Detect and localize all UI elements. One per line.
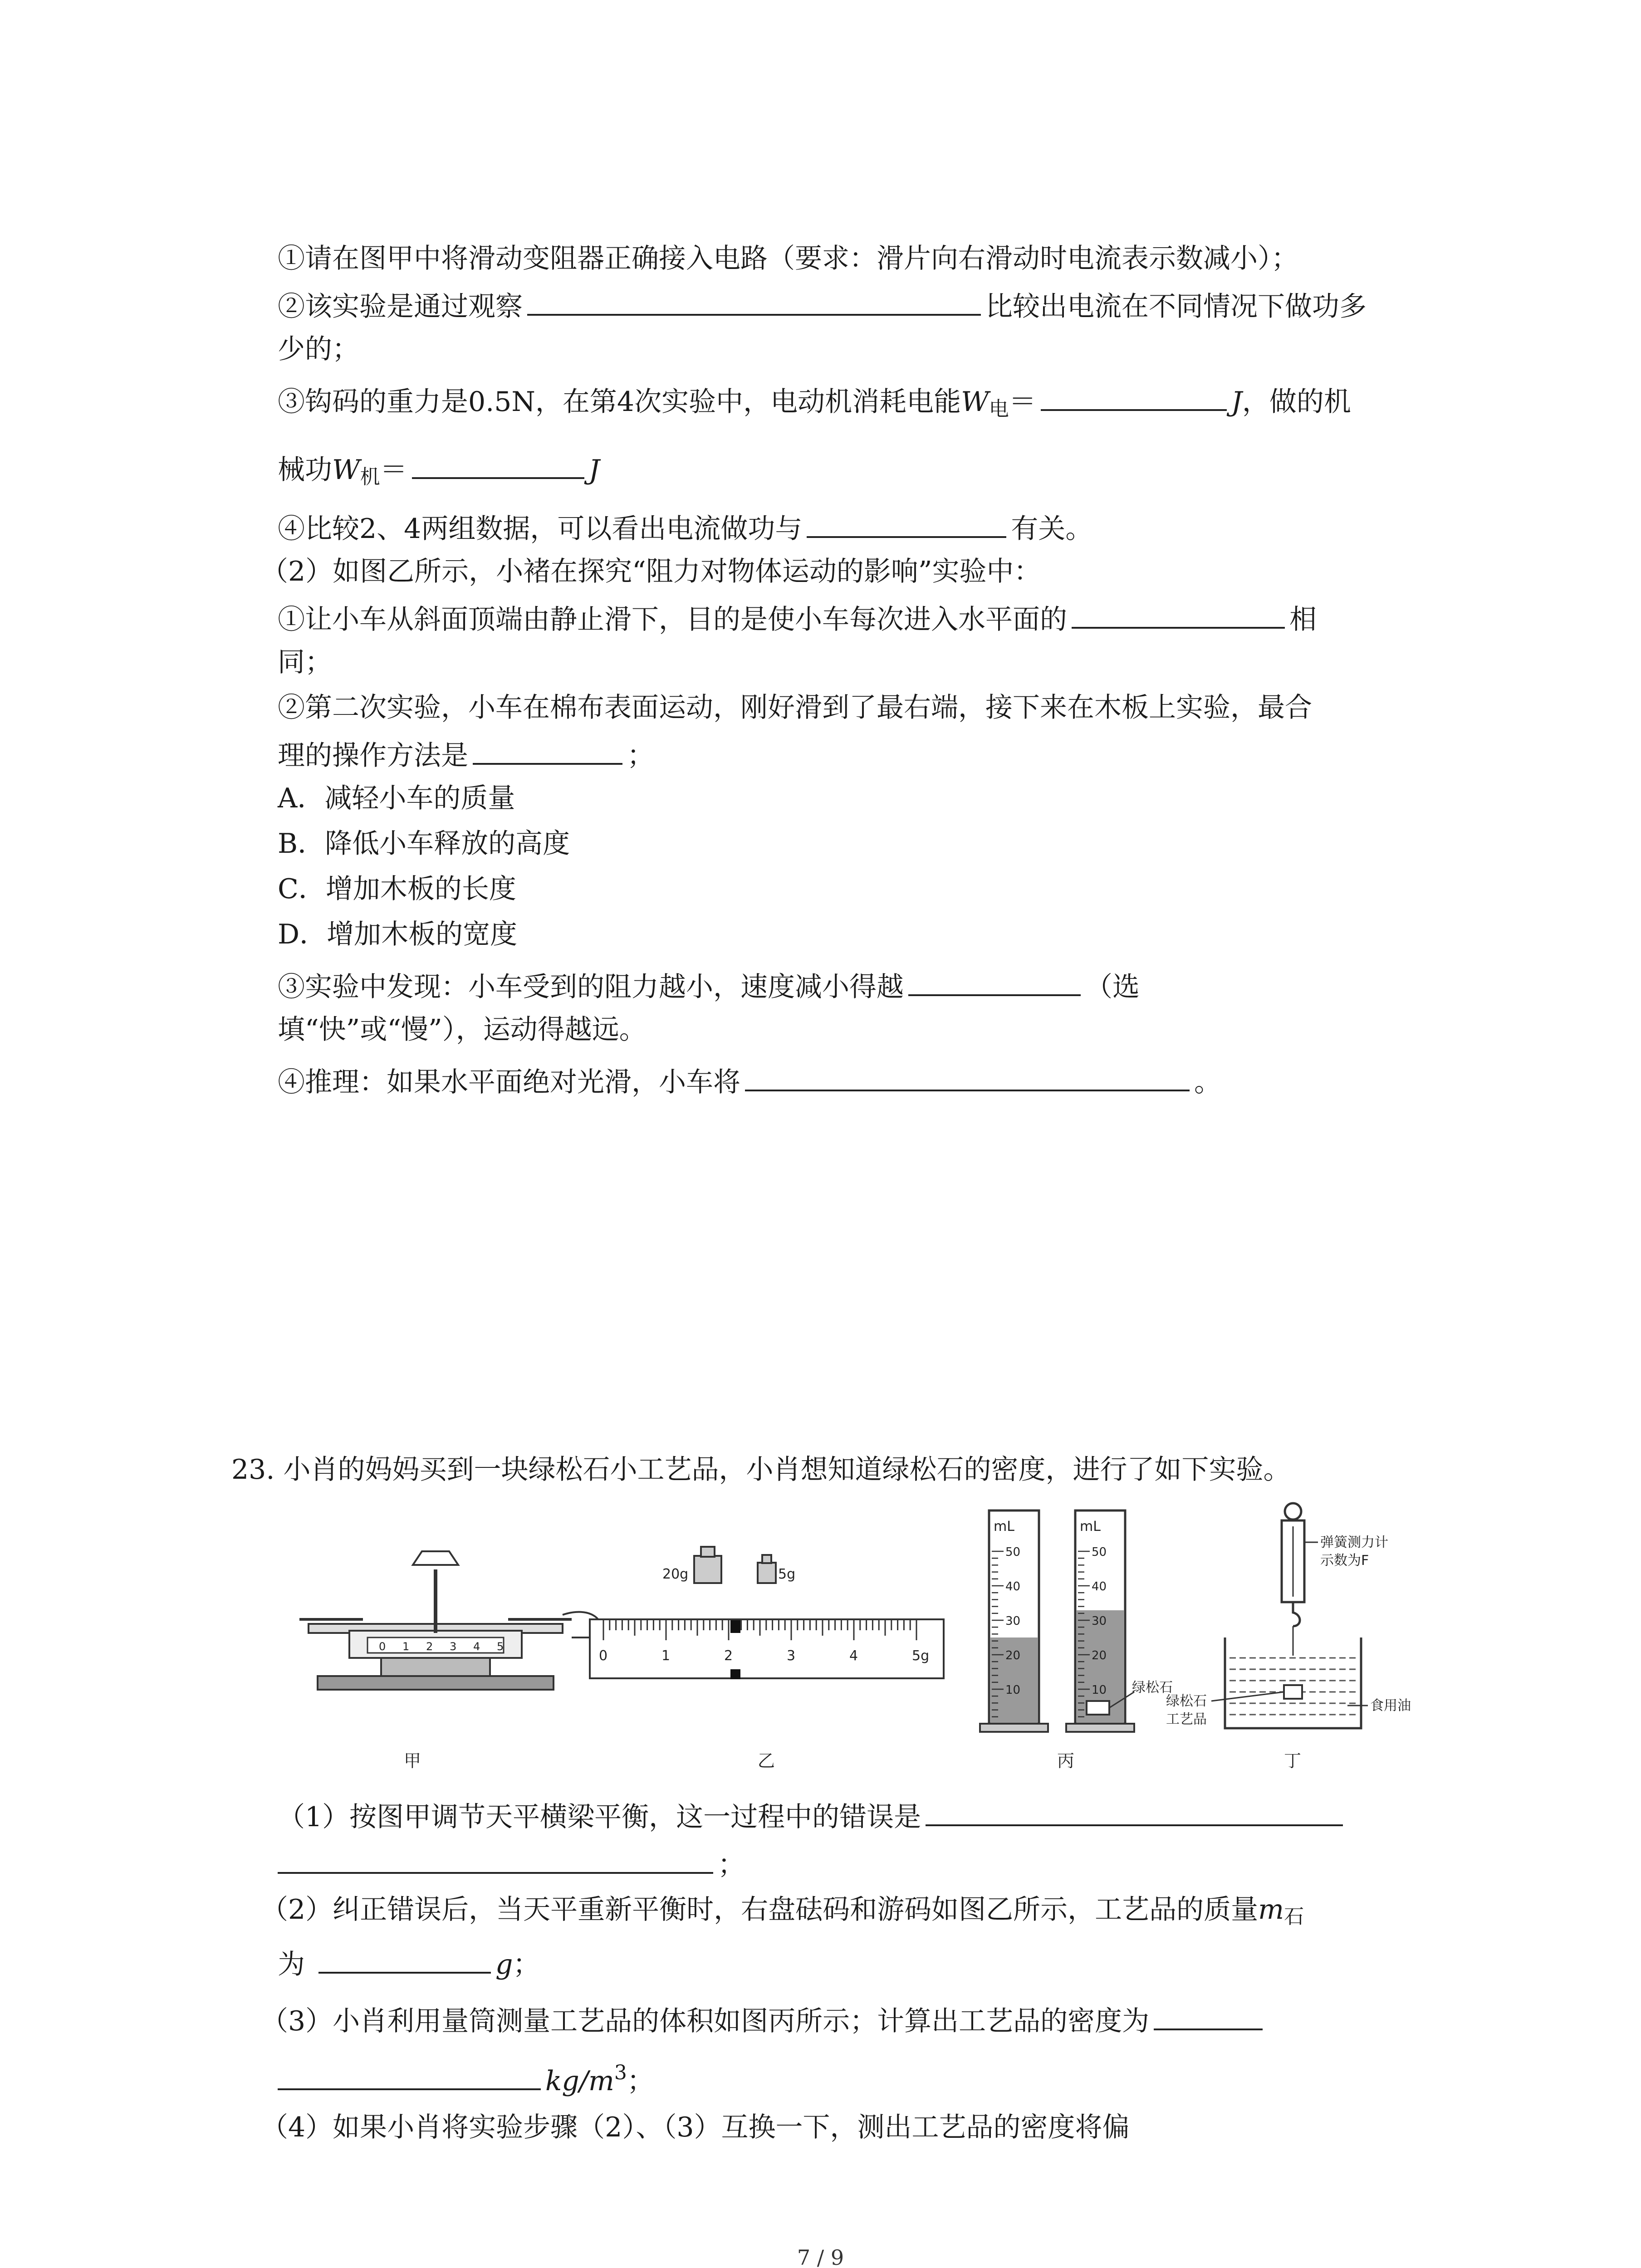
q23-part3-text: （3）小肖利用量筒测量工艺品的体积如图丙所示；计算出工艺品的密度为: [261, 2005, 1150, 2037]
ruler-tick-label: 1: [661, 1648, 671, 1664]
cylinder-tick-label: 50: [1005, 1545, 1021, 1559]
answer-blank[interactable]: [1154, 2000, 1263, 2030]
cylinder-tick-label: 20: [1092, 1649, 1107, 1662]
equals-sign: ＝: [380, 454, 407, 486]
cyl1-unit: mL: [994, 1519, 1014, 1535]
balance-tick-label: 5: [497, 1640, 504, 1653]
cylinder-tick-label: 30: [1005, 1614, 1021, 1628]
q23-part3-end: ；: [627, 2065, 654, 2097]
q22-part2-intro: （2）如图乙所示，小褚在探究“阻力对物体运动的影响”实验中：: [261, 556, 1041, 587]
cylinder-tick-label: 30: [1092, 1614, 1107, 1628]
q22-step3-cont: [278, 449, 600, 495]
answer-blank[interactable]: [278, 1844, 713, 1874]
q22-step3-text-b: ，做的机: [1242, 386, 1351, 418]
craft-label-2: 工艺品: [1166, 1711, 1207, 1727]
balance-diagram: [299, 1551, 601, 1771]
q22-part2-step2-text-b: ；: [627, 740, 654, 772]
q22-part2-step1-text-a: ①让小车从斜面顶端由静止滑下，目的是使小车每次进入水平面的: [278, 604, 1067, 635]
cylinder-tick-label: 10: [1092, 1683, 1107, 1697]
ruler-tick-label: 2: [724, 1648, 733, 1664]
q22-part2-step4-text-b: 。: [1194, 1066, 1221, 1098]
q22-part2-step3-text-b: （选: [1085, 971, 1140, 1003]
answer-blank[interactable]: [926, 1796, 1343, 1826]
answer-blank[interactable]: [1072, 599, 1285, 629]
answer-blank[interactable]: [908, 966, 1081, 996]
cylinder-tick-label: 40: [1005, 1580, 1021, 1593]
q22-part2-step3-cont: 填“快”或“慢”），运动得越远。: [278, 1014, 647, 1046]
q23-part3: [261, 2000, 1267, 2039]
label-bing: 丙: [1057, 1751, 1075, 1771]
unit-sup: 3: [614, 2061, 627, 2084]
option-b: B．降低小车释放的高度: [278, 828, 570, 860]
answer-blank[interactable]: [527, 286, 981, 316]
q22-step3-text-c: 械功: [278, 454, 332, 486]
symbol-w: W: [961, 386, 989, 418]
q22-step3-text-a: ③钩码的重力是0.5N，在第4次实验中，电动机消耗电能: [278, 386, 961, 418]
symbol-sub: 石: [1284, 1905, 1304, 1928]
q22-step1: ①请在图甲中将滑动变阻器正确接入电路（要求：滑片向右滑动时电流表示数减小）；: [278, 243, 1298, 274]
answer-blank[interactable]: [278, 2060, 541, 2090]
oil-label: 食用油: [1370, 1698, 1411, 1714]
balance-tick-label: 1: [402, 1640, 410, 1653]
label-ding: 丁: [1284, 1751, 1302, 1771]
symbol-sub: 机: [360, 465, 380, 489]
ruler-tick-label: 3: [787, 1648, 796, 1664]
ruler-tick-label: 4: [849, 1648, 858, 1664]
cylinder-tick-label: 40: [1092, 1580, 1107, 1593]
unit-j: J: [588, 454, 600, 486]
spring-label-1: 弹簧测力计: [1320, 1535, 1388, 1550]
q22-step2: [278, 286, 1367, 325]
cylinders-diagram: [980, 1510, 1173, 1771]
balance-tick-label: 4: [473, 1640, 480, 1653]
symbol-m: m: [1258, 1894, 1284, 1926]
weights-ruler-diagram: [590, 1547, 944, 1771]
q22-part2-step1: [278, 599, 1317, 638]
label-yi: 乙: [758, 1751, 775, 1771]
craft-label-1: 绿松石: [1166, 1693, 1207, 1709]
q22-part2-step2-cont: [278, 735, 654, 774]
q23-part2-text-b: 为: [278, 1949, 305, 1980]
symbol-w: W: [332, 454, 360, 486]
balance-tick-label: 3: [450, 1640, 457, 1653]
spring-beaker-diagram: [1166, 1503, 1411, 1771]
cyl2-unit: mL: [1080, 1519, 1101, 1535]
cylinder-tick-label: 20: [1005, 1649, 1021, 1662]
q22-part2-step1-cont: 同；: [278, 646, 332, 678]
q23-part1-end: ；: [718, 1849, 745, 1881]
unit-g: g: [495, 1949, 513, 1980]
q22-step2-cont: 少的；: [278, 333, 359, 365]
answer-blank[interactable]: [1041, 381, 1227, 411]
q23-part4: （4）如果小肖将实验步骤（2）、（3）互换一下，测出工艺品的密度将偏: [261, 2112, 1130, 2143]
stone-label: 绿松石: [1132, 1680, 1173, 1696]
q22-step3: [278, 381, 1351, 427]
q22-part2-step4-text-a: ④推理：如果水平面绝对光滑，小车将: [278, 1066, 740, 1098]
q22-part2-step3: [278, 966, 1140, 1005]
unit-kg-m3: kg/m: [545, 2065, 614, 2097]
q22-part2-step2: ②第二次实验，小车在棉布表面运动，刚好滑到了最右端，接下来在木板上实验，最合: [278, 692, 1312, 723]
q23-part1-text: （1）按图甲调节天平横梁平衡，这一过程中的错误是: [278, 1801, 921, 1833]
q22-part2-step3-text-a: ③实验中发现：小车受到的阻力越小，速度减小得越: [278, 971, 904, 1003]
option-a: A．减轻小车的质量: [278, 782, 515, 814]
weight-5g: 5g: [778, 1566, 796, 1582]
q23-part2-text: （2）纠正错误后，当天平重新平衡时，右盘砝码和游码如图乙所示，工艺品的质量: [261, 1894, 1259, 1926]
option-d: D．增加木板的宽度: [278, 919, 518, 950]
q23-figure-svg: [281, 1501, 1443, 1783]
answer-blank[interactable]: [318, 1944, 491, 1974]
balance-tick-label: 2: [426, 1640, 433, 1653]
q23-title: 23. 小肖的妈妈买到一块绿松石小工艺品，小肖想知道绿松石的密度，进行了如下实验。: [231, 1454, 1291, 1486]
q23-part1-cont: [278, 1844, 745, 1883]
label-jia: 甲: [404, 1751, 421, 1771]
q22-step4: [278, 508, 1092, 547]
q22-part2-step4: [278, 1061, 1221, 1100]
unit-j: J: [1231, 386, 1242, 418]
cylinder-tick-label: 10: [1005, 1683, 1021, 1697]
q22-part2-step2-text-a: 理的操作方法是: [278, 740, 468, 772]
cylinder-tick-label: 50: [1092, 1545, 1107, 1559]
q23-part2-end: ；: [513, 1949, 540, 1980]
equals-sign: ＝: [1009, 386, 1036, 418]
q22-part2-step1-text-b: 相: [1289, 604, 1317, 635]
q23-figure: [281, 1501, 1443, 1783]
option-c: C．增加木板的长度: [278, 873, 516, 905]
weight-20g: 20g: [662, 1566, 689, 1582]
answer-blank[interactable]: [473, 735, 622, 765]
page-number: 7 / 9: [797, 2245, 844, 2268]
answer-blank[interactable]: [412, 449, 584, 479]
q22-step4-text-b: 有关。: [1011, 513, 1093, 545]
q22-step2-text-b: 比较出电流在不同情况下做功多: [985, 291, 1367, 323]
q23-part2-cont: [278, 1944, 540, 1983]
q22-step2-text-a: ②该实验是通过观察: [278, 291, 523, 323]
spring-label-2: 示数为F: [1320, 1553, 1369, 1569]
ruler-tick-label: 5g: [912, 1648, 930, 1664]
balance-tick-label: 0: [379, 1640, 386, 1653]
answer-blank[interactable]: [745, 1061, 1190, 1091]
ruler-tick-label: 0: [599, 1648, 608, 1664]
q22-step4-text-a: ④比较2、4两组数据，可以看出电流做功与: [278, 513, 803, 545]
q23-part1: [278, 1796, 1347, 1835]
q23-part3-cont: [278, 2055, 654, 2099]
symbol-sub: 电: [989, 397, 1009, 420]
q23-part2: [261, 1892, 1304, 1935]
answer-blank[interactable]: [807, 508, 1006, 538]
